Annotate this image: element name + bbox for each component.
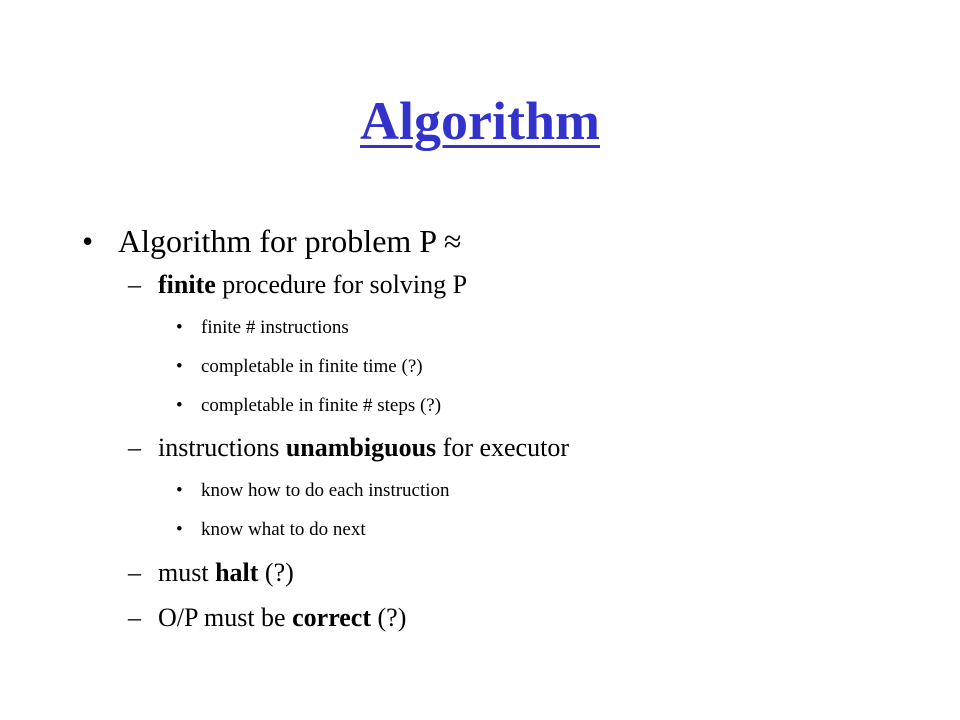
item-text: (?) xyxy=(371,603,407,632)
item-text-bold: finite xyxy=(158,270,216,299)
dash-marker: – xyxy=(128,558,141,587)
dash-marker: – xyxy=(128,270,141,299)
item-text: know what to do next xyxy=(201,519,366,540)
bullet-marker: • xyxy=(82,223,94,259)
item-text: for executor xyxy=(436,433,569,462)
item-text: instructions xyxy=(158,433,286,462)
item-text: (?) xyxy=(258,558,294,587)
bullet-marker: • xyxy=(176,519,183,540)
item-text: O/P must be xyxy=(158,603,293,632)
item-text-bold: correct xyxy=(292,603,371,632)
item-text-bold: halt xyxy=(215,558,259,587)
item-text: completable in finite # steps (?) xyxy=(201,395,442,416)
item-text: procedure for solving P xyxy=(215,270,468,299)
bullet-marker: • xyxy=(176,480,183,501)
dash-marker: – xyxy=(128,433,141,462)
slide-title: Algorithm xyxy=(360,91,600,151)
bullet-marker: • xyxy=(176,317,183,338)
item-text-bold: unambiguous xyxy=(285,433,437,462)
item-text: completable in finite time (?) xyxy=(201,356,423,377)
bullet-marker: • xyxy=(176,395,183,416)
item-text: Algorithm for problem P ≈ xyxy=(118,223,462,259)
bullet-marker: • xyxy=(176,356,183,377)
dash-marker: – xyxy=(128,603,141,632)
item-text: must xyxy=(158,558,216,587)
item-text: finite # instructions xyxy=(201,317,349,338)
item-text: know how to do each instruction xyxy=(201,480,450,501)
